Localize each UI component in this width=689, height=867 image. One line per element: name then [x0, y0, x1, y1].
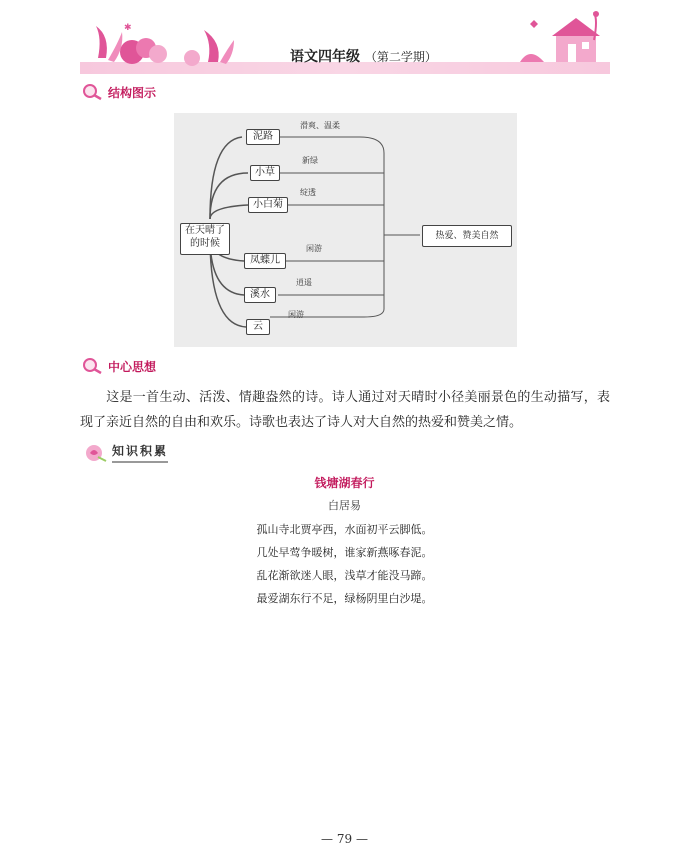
diagram-root-line2: 的时候 — [190, 238, 220, 249]
diagram-node-label: 绽透 — [300, 188, 316, 197]
diagram-node: 溪水 — [244, 287, 276, 303]
magnifier-icon — [82, 357, 104, 375]
diagram-node: 泥路 — [246, 129, 280, 145]
header-title — [290, 46, 437, 66]
poem-line: 最爱湖东行不足，绿杨阴里白沙堤。 — [256, 592, 433, 605]
poem-line: 孤山寺北贾亭西，水面初平云脚低。 — [256, 523, 433, 536]
central-idea-paragraph — [80, 385, 610, 435]
diagram-node: 小草 — [250, 165, 280, 181]
diagram-node: 小白菊 — [248, 197, 288, 213]
svg-text:✱: ✱ — [124, 23, 132, 33]
header-title-sub: （第二学期） — [364, 50, 437, 64]
diagram-node-label: 新绿 — [302, 156, 318, 165]
diagram-node: 凤蝶儿 — [244, 253, 286, 269]
diagram-node: 云 — [246, 319, 270, 335]
central-idea-text: 这是一首生动、活泼、情趣盎然的诗。诗人通过对天晴时小径美丽景色的生动描写，表现了亲近自然的自由和欢乐。诗歌也表达了诗人对大自然的热爱和赞美之情。 — [80, 390, 610, 430]
header-decoration-right — [510, 10, 610, 70]
structure-diagram — [174, 113, 517, 347]
diagram-node-label: 闲游 — [306, 244, 322, 253]
diagram-root-line1: 在天晴了 — [185, 225, 225, 236]
diagram-conclusion: 热爱、赞美自然 — [422, 225, 512, 247]
magnifier-icon — [82, 83, 104, 101]
header-title-main: 语文四年级 — [290, 49, 360, 65]
poem-line: 几处早莺争暖树，谁家新燕啄春泥。 — [256, 546, 433, 559]
page-number: — 79 — — [321, 832, 368, 846]
section-knowledge — [84, 442, 168, 463]
section-structure-title: 结构图示 — [108, 85, 157, 100]
section-structure — [82, 83, 156, 101]
poem-author: 白居易 — [328, 499, 361, 512]
poem-line: 乱花渐欲迷人眼，浅草才能没马蹄。 — [256, 569, 433, 582]
rose-icon — [84, 443, 108, 463]
section-knowledge-title: 知识积累 — [112, 442, 168, 463]
diagram-node-label: 滑爽、温柔 — [300, 121, 340, 130]
diagram-root — [180, 223, 230, 255]
diagram-node-label: 闲游 — [288, 310, 304, 319]
section-central-idea — [82, 357, 156, 375]
header-decoration-left — [88, 18, 238, 68]
page-header — [80, 10, 610, 76]
section-central-idea-title: 中心思想 — [108, 359, 157, 374]
poem-title: 钱塘湖春行 — [314, 476, 375, 490]
diagram-node-label: 逍遥 — [296, 278, 312, 287]
